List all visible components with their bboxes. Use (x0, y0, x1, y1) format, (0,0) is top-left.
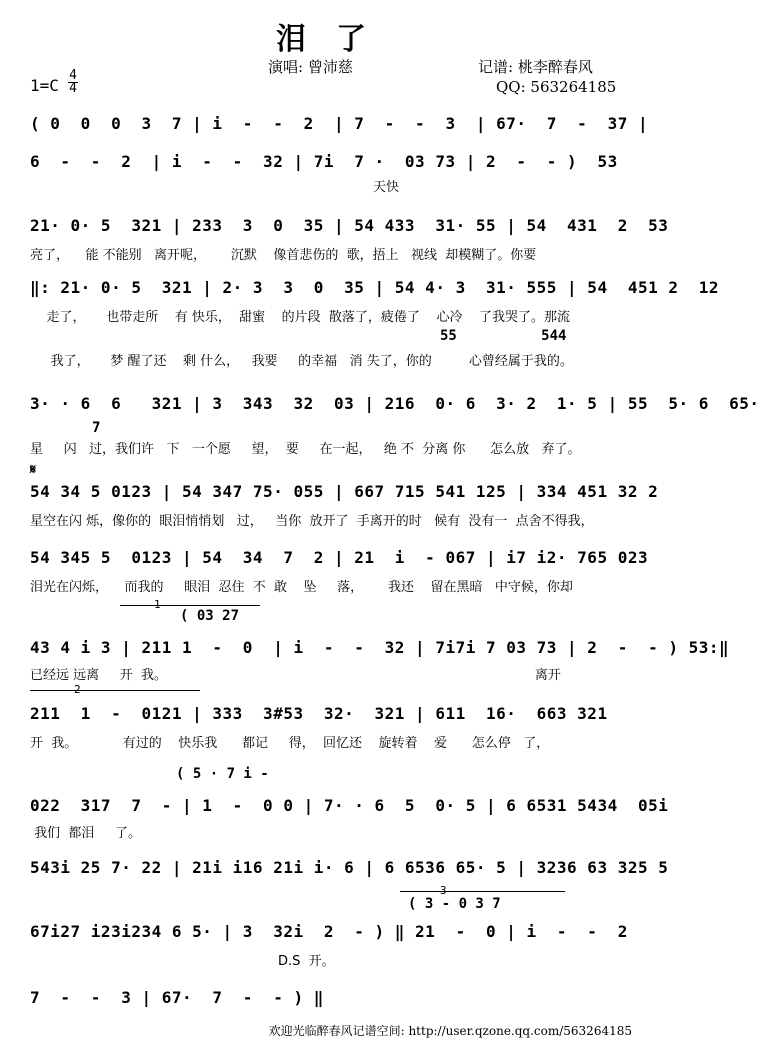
score-row-8-lyrics: 已经远 远离 开 我。 离开 (30, 668, 561, 683)
score-row-4-second-verse: 我了， 梦 醒了还 剩 什么， 我要 的幸福 消 失了，你的 心曾经属于我的。 (30, 354, 573, 369)
volta-3-label: 3 (440, 884, 447, 897)
score-row-2-notes: 6 - - 2 | i - - 32 | 7i 7 · 03 73 | 2 - - ) 53 (30, 152, 618, 171)
score-row-3-notes: 21· 0· 5 321 | 233 3 0 35 | 54 433 31· 55 | 54 431 2 53 (30, 216, 669, 235)
score-row-10-upper-notes: ( 5 · 7 i - (176, 766, 278, 782)
score-row-13-notes: 7 - - 3 | 67· 7 - - ) ‖ (30, 988, 324, 1007)
score-row-3-lyrics: 亮了， 能 不能别 离开呢， 沉默 像首悲伤的 歌，捂上 视线 却模糊了。你要 (30, 248, 537, 263)
score-row-5-notes: 3· · 6 6 321 | 3 343 32 03 | 216 0· 6 3· 2 1· 5 | 55 5· 6 65· (30, 394, 760, 413)
score-row-12-notes: 67i27 i23i234 6 5· | 3 32i 2 - ) ‖ 21 - 0 | i - - 2 (30, 922, 628, 941)
segno-sign: 𝄋 (30, 462, 37, 478)
score-row-7-lyrics: 泪光在闪烁， 而我的 眼泪 忍住 不 敢 坠 落， 我还 留在黑暗 中守候，你却 (30, 580, 573, 595)
score-row-2-lyrics: 天快 (30, 180, 399, 195)
score-row-6-lyrics: 星空在闪 烁，像你的 眼泪悄悄划 过， 当你 放开了 手离开的时 候有 没有一 点舍不得我， (30, 514, 594, 529)
score-row-11-notes: 543i 25 7· 22 | 21i i16 21i i· 6 | 6 6536 65· 5 | 3236 63 325 5 (30, 858, 669, 877)
time-signature-bottom: 4 (69, 81, 77, 96)
volta-2-label: 2 (74, 683, 81, 696)
footer-link-text: 欢迎光临醉春风记谱空间: http://user.qzone.qq.com/563264185 (268, 1024, 632, 1038)
score-row-8-upper-notes: ( 03 27 (180, 608, 240, 624)
score-row-4-lyrics: 走了， 也带走所 有 快乐， 甜蜜 的片段 散落了，疲倦了 心冷 了我哭了。那流 (30, 310, 570, 325)
score-row-12-upper-notes: ( 3 - 0 3 7 (408, 896, 510, 912)
singer-credit: 演唱: 曾沛慈 (268, 58, 353, 76)
song-title: 泪了 (276, 22, 396, 57)
score-row-5-lyrics: 星 闪 过，我们许 下 一个愿 望， 要 在一起， 绝 不 分离 你 怎么放 弃了。 (30, 442, 581, 457)
time-signature (68, 70, 78, 95)
score-row-9-notes: 211 1 - 0121 | 333 3#53 32· 321 | 611 16· 663 321 (30, 704, 608, 723)
transcriber-credit: 记谱: 桃李醉春风 (478, 58, 593, 76)
score-row-7-notes: 54 345 5 0123 | 54 34 7 2 | 21 i - 067 | i7 i2· 765 023 (30, 548, 649, 567)
score-row-12-lyrics: D.S 开。 (30, 954, 335, 969)
score-row-1-notes: ( 0 0 0 3 7 | i - - 2 | 7 - - 3 | 67· 7 - 37 | (30, 114, 649, 133)
score-row-8-notes: 43 4 i 3 | 211 1 - 0 | i - - 32 | 7i7i 7 03 73 | 2 - - ) 53:‖ (30, 638, 730, 657)
score-row-5-alt-note: 7 (92, 420, 101, 436)
score-row-4-alt-notes: 55 544 (440, 328, 567, 344)
qq-number: QQ: 563264185 (496, 78, 617, 96)
score-row-10-notes: 022 317 7 - | 1 - 0 0 | 7· · 6 5 0· 5 | 6 6531 5434 05i (30, 796, 669, 815)
key-signature: 1=C (30, 76, 59, 95)
volta-3-line (400, 891, 565, 892)
score-row-10-lyrics: 我们 都泪 了。 (30, 826, 142, 841)
volta-2-line (30, 690, 200, 691)
score-row-9-lyrics: 开 我。 有过的 快乐我 都记 得， 回忆还 旋转着 爱 怎么停 了， (30, 736, 550, 751)
time-signature-top: 4 (69, 68, 77, 83)
score-row-4-notes: ‖: 21· 0· 5 321 | 2· 3 3 0 35 | 54 4· 3 31· 555 | 54 451 2 12 (30, 278, 720, 297)
score-row-6-notes: 54 34 5 0123 | 54 347 75· 055 | 667 715 541 125 | 334 451 32 2 (30, 482, 659, 501)
volta-1-label: 1 (154, 598, 161, 611)
volta-1-line (120, 605, 260, 606)
